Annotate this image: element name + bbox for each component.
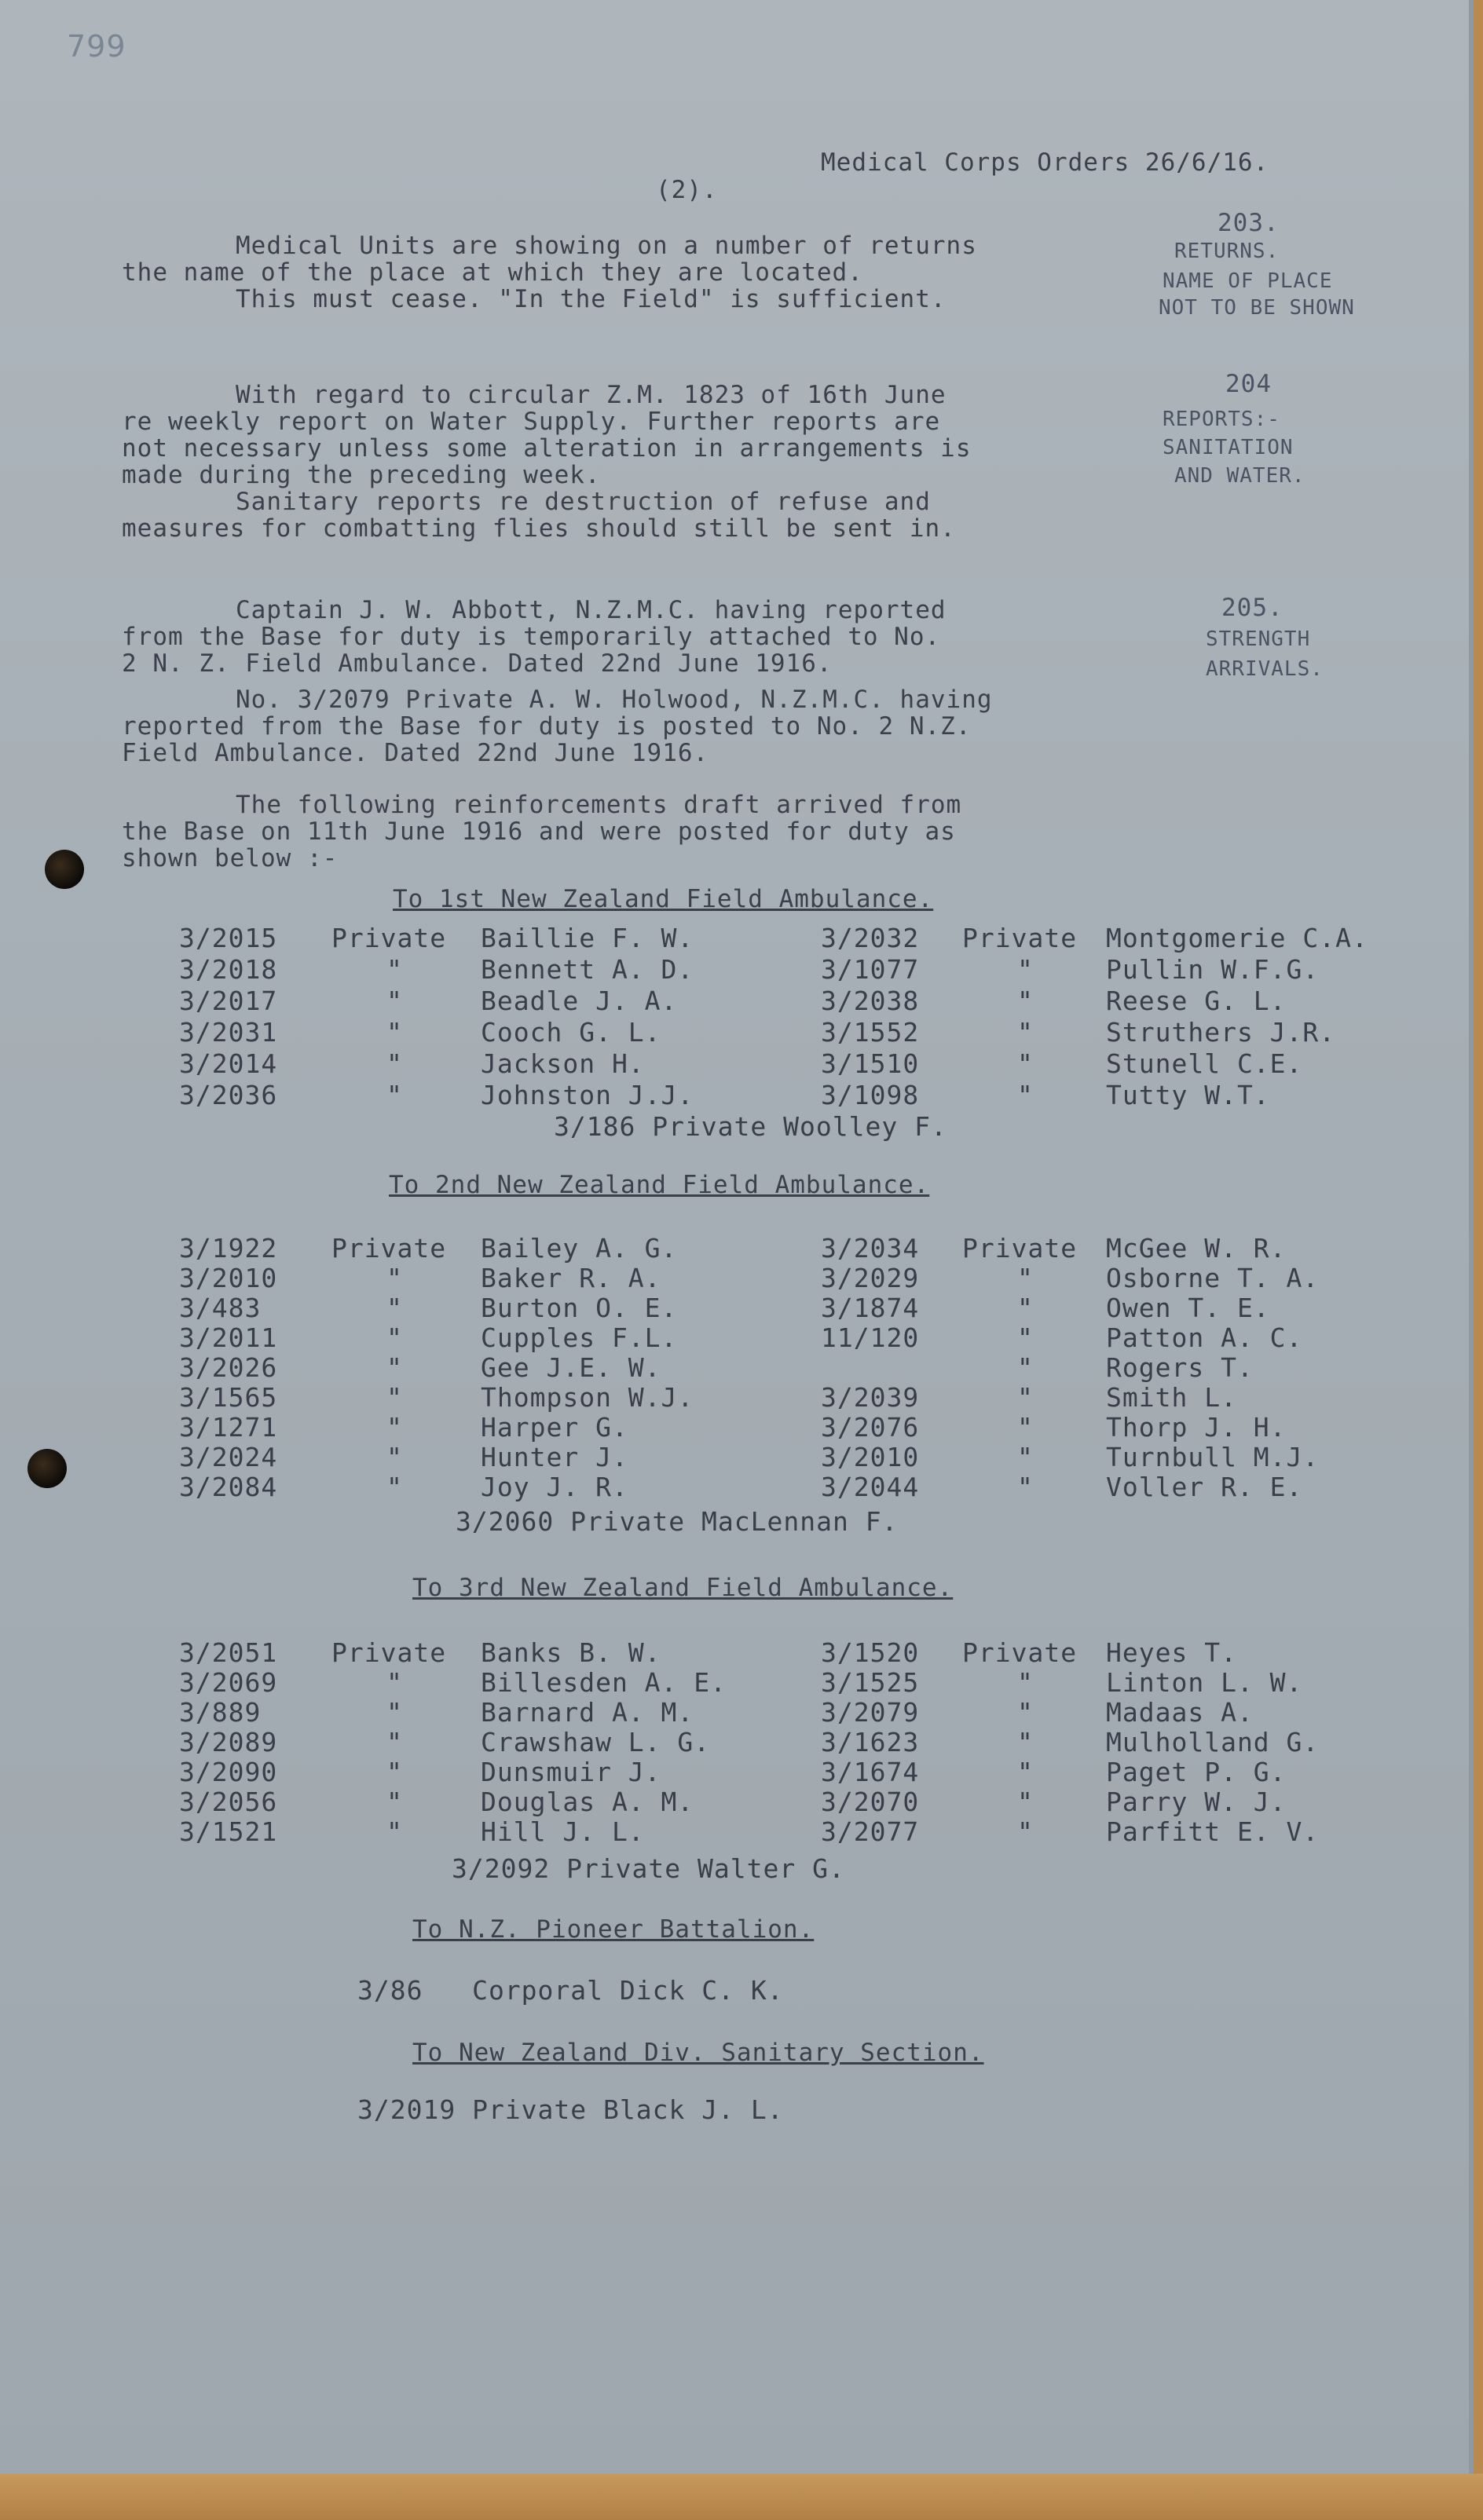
soldier-name: Madaas A.	[1106, 1697, 1254, 1728]
service-number: 3/2017	[179, 986, 278, 1016]
service-number: 3/2076	[821, 1412, 920, 1443]
service-number: 3/2014	[179, 1048, 278, 1079]
para-line: from the Base for duty is temporarily attached to No.	[122, 623, 941, 651]
soldier-name: Burton O. E.	[481, 1293, 678, 1323]
rank: "	[1017, 1412, 1034, 1443]
para-line: made during the preceding week.	[122, 461, 601, 489]
rank: "	[1017, 1293, 1034, 1323]
rank: Private	[962, 1233, 1078, 1264]
service-number: 3/2070	[821, 1787, 920, 1817]
para-line: shown below :-	[122, 844, 339, 872]
soldier-name: Johnston J.J.	[481, 1080, 694, 1110]
service-number: 3/889	[179, 1697, 262, 1728]
soldier-name: Crawshaw L. G.	[481, 1727, 711, 1757]
service-number: 3/2039	[821, 1382, 920, 1413]
soldier-name: Stunell C.E.	[1106, 1048, 1303, 1079]
soldier-name: Rogers T.	[1106, 1352, 1254, 1383]
section-heading: To N.Z. Pioneer Battalion.	[412, 1915, 815, 1944]
soldier-name: Baillie F. W.	[481, 923, 694, 953]
service-number: 3/1098	[821, 1080, 920, 1110]
service-number: 3/2069	[179, 1667, 278, 1698]
rank: "	[386, 1382, 403, 1413]
service-number: 3/2056	[179, 1787, 278, 1817]
roster-last-entry: 3/2060 Private MacLennan F.	[456, 1506, 899, 1537]
margin-title: NOT TO BE SHOWN	[1159, 296, 1355, 320]
para-line: 2 N. Z. Field Ambulance. Dated 22nd June 1916.	[122, 649, 833, 678]
service-number: 3/1623	[821, 1727, 920, 1757]
soldier-name: Baker R. A.	[481, 1263, 661, 1293]
soldier-name: Paget P. G.	[1106, 1757, 1287, 1787]
soldier-name: Parfitt E. V.	[1106, 1816, 1320, 1847]
soldier-name: Cooch G. L.	[481, 1017, 661, 1048]
margin-title: AND WATER.	[1174, 464, 1305, 488]
service-number: 3/2090	[179, 1757, 278, 1787]
service-number: 3/1922	[179, 1233, 278, 1264]
margin-title: REPORTS:-	[1163, 408, 1280, 431]
rank: "	[386, 1757, 403, 1787]
service-number: 3/1674	[821, 1757, 920, 1787]
rank: "	[386, 1697, 403, 1728]
soldier-name: McGee W. R.	[1106, 1233, 1287, 1264]
roster-entry: 3/86 Corporal Dick C. K.	[357, 1975, 784, 2006]
soldier-name: Douglas A. M.	[481, 1787, 694, 1817]
rank: "	[386, 1017, 403, 1048]
para-line: Captain J. W. Abbott, N.Z.M.C. having reported	[236, 596, 947, 624]
para-line: Sanitary reports re destruction of refuse and	[236, 488, 931, 516]
rank: "	[386, 986, 403, 1016]
soldier-name: Linton L. W.	[1106, 1667, 1303, 1698]
para-number: 205.	[1221, 594, 1283, 622]
page-title: Medical Corps Orders 26/6/16.	[821, 148, 1269, 177]
soldier-name: Osborne T. A.	[1106, 1263, 1320, 1293]
service-number: 3/2051	[179, 1637, 278, 1668]
rank: "	[1017, 1816, 1034, 1847]
punch-hole-icon	[45, 850, 84, 889]
para-line: Medical Units are showing on a number of returns	[236, 232, 977, 260]
margin-title: SANITATION	[1163, 436, 1294, 459]
rank: "	[386, 954, 403, 985]
soldier-name: Owen T. E.	[1106, 1293, 1270, 1323]
soldier-name: Cupples F.L.	[481, 1322, 678, 1353]
section-heading: To 1st New Zealand Field Ambulance.	[393, 885, 934, 913]
service-number: 3/1552	[821, 1017, 920, 1048]
rank: Private	[962, 1637, 1078, 1668]
rank: "	[386, 1293, 403, 1323]
rank: "	[386, 1412, 403, 1443]
soldier-name: Heyes T.	[1106, 1637, 1237, 1668]
soldier-name: Bennett A. D.	[481, 954, 694, 985]
rank: "	[386, 1263, 403, 1293]
service-number: 3/1271	[179, 1412, 278, 1443]
service-number: 3/483	[179, 1293, 262, 1323]
para-number: 203.	[1218, 209, 1280, 237]
para-line: the name of the place at which they are located.	[122, 258, 863, 287]
soldier-name: Barnard A. M.	[481, 1697, 694, 1728]
para-line: not necessary unless some alteration in arrangements is	[122, 434, 972, 463]
para-line: reported from the Base for duty is posted to No. 2 N.Z.	[122, 712, 972, 741]
rank: "	[386, 1787, 403, 1817]
section-heading: To 3rd New Zealand Field Ambulance.	[412, 1574, 954, 1602]
para-line: With regard to circular Z.M. 1823 of 16th June	[236, 381, 947, 409]
soldier-name: Struthers J.R.	[1106, 1017, 1336, 1048]
rank: Private	[331, 1637, 447, 1668]
rank: "	[1017, 954, 1034, 985]
service-number: 3/2026	[179, 1352, 278, 1383]
service-number: 3/2010	[179, 1263, 278, 1293]
soldier-name: Tutty W.T.	[1106, 1080, 1270, 1110]
service-number: 3/2079	[821, 1697, 920, 1728]
rank: "	[1017, 1667, 1034, 1698]
para-line: Field Ambulance. Dated 22nd June 1916.	[122, 739, 709, 767]
rank: "	[1017, 1263, 1034, 1293]
roster-entry: 3/2019 Private Black J. L.	[357, 2094, 784, 2125]
rank: "	[1017, 1727, 1034, 1757]
service-number: 3/2010	[821, 1442, 920, 1472]
para-line: the Base on 11th June 1916 and were posted for duty as	[122, 817, 956, 846]
rank: "	[386, 1472, 403, 1502]
rank: Private	[331, 923, 447, 953]
rank: "	[386, 1322, 403, 1353]
rank: "	[1017, 1048, 1034, 1079]
service-number: 3/2024	[179, 1442, 278, 1472]
rank: "	[1017, 1352, 1034, 1383]
service-number: 3/1510	[821, 1048, 920, 1079]
soldier-name: Patton A. C.	[1106, 1322, 1303, 1353]
soldier-name: Thorp J. H.	[1106, 1412, 1287, 1443]
roster-last-entry: 3/2092 Private Walter G.	[452, 1853, 845, 1884]
roster-last-entry: 3/186 Private Woolley F.	[554, 1111, 947, 1142]
rank: "	[386, 1048, 403, 1079]
para-line: No. 3/2079 Private A. W. Holwood, N.Z.M.C. having	[236, 686, 993, 714]
rank: "	[1017, 1787, 1034, 1817]
service-number: 3/2011	[179, 1322, 278, 1353]
soldier-name: Reese G. L.	[1106, 986, 1287, 1016]
service-number: 3/1521	[179, 1816, 278, 1847]
rank: "	[386, 1816, 403, 1847]
service-number: 3/2089	[179, 1727, 278, 1757]
soldier-name: Montgomerie C.A.	[1106, 923, 1368, 953]
service-number: 3/1525	[821, 1667, 920, 1698]
rank: "	[1017, 1442, 1034, 1472]
rank: "	[1017, 1757, 1034, 1787]
service-number: 3/2034	[821, 1233, 920, 1264]
para-number: 204	[1225, 370, 1272, 398]
rank: "	[1017, 1382, 1034, 1413]
rank: "	[386, 1667, 403, 1698]
soldier-name: Turnbull M.J.	[1106, 1442, 1320, 1472]
margin-title: RETURNS.	[1174, 240, 1280, 263]
rank: "	[386, 1442, 403, 1472]
soldier-name: Pullin W.F.G.	[1106, 954, 1320, 985]
service-number: 3/2031	[179, 1017, 278, 1048]
service-number: 3/2038	[821, 986, 920, 1016]
soldier-name: Thompson W.J.	[481, 1382, 694, 1413]
rank: "	[386, 1727, 403, 1757]
para-line: measures for combatting flies should still be sent in.	[122, 514, 956, 543]
soldier-name: Hill J. L.	[481, 1816, 645, 1847]
soldier-name: Bailey A. G.	[481, 1233, 678, 1264]
soldier-name: Gee J.E. W.	[481, 1352, 661, 1383]
service-number: 3/1874	[821, 1293, 920, 1323]
soldier-name: Dunsmuir J.	[481, 1757, 661, 1787]
soldier-name: Beadle J. A.	[481, 986, 678, 1016]
rank: Private	[331, 1233, 447, 1264]
wooden-table-edge	[0, 2474, 1483, 2520]
soldier-name: Banks B. W.	[481, 1637, 661, 1668]
para-line: This must cease. "In the Field" is sufficient.	[236, 285, 947, 313]
margin-title: NAME OF PLACE	[1163, 269, 1333, 293]
soldier-name: Hunter J.	[481, 1442, 628, 1472]
punch-hole-icon	[27, 1449, 67, 1488]
rank: "	[1017, 986, 1034, 1016]
service-number: 3/1520	[821, 1637, 920, 1668]
soldier-name: Smith L.	[1106, 1382, 1237, 1413]
rank: "	[386, 1352, 403, 1383]
service-number: 3/2036	[179, 1080, 278, 1110]
service-number: 3/2044	[821, 1472, 920, 1502]
rank: "	[1017, 1017, 1034, 1048]
soldier-name: Joy J. R.	[481, 1472, 628, 1502]
soldier-name: Parry W. J.	[1106, 1787, 1287, 1817]
rank: "	[1017, 1697, 1034, 1728]
section-heading: To New Zealand Div. Sanitary Section.	[412, 2039, 984, 2067]
soldier-name: Voller R. E.	[1106, 1472, 1303, 1502]
page-marker: (2).	[656, 176, 718, 204]
rank: "	[1017, 1080, 1034, 1110]
margin-title: STRENGTH	[1206, 627, 1311, 651]
service-number: 3/2015	[179, 923, 278, 953]
rank: "	[1017, 1322, 1034, 1353]
para-line: re weekly report on Water Supply. Further reports are	[122, 408, 941, 436]
pencil-mark: 799	[67, 29, 126, 64]
margin-title: ARRIVALS.	[1206, 657, 1324, 681]
para-line: The following reinforcements draft arrived from	[236, 791, 962, 819]
service-number: 3/2029	[821, 1263, 920, 1293]
service-number: 3/2032	[821, 923, 920, 953]
soldier-name: Billesden A. E.	[481, 1667, 727, 1698]
service-number: 3/1077	[821, 954, 920, 985]
soldier-name: Mulholland G.	[1106, 1727, 1320, 1757]
soldier-name: Harper G.	[481, 1412, 628, 1443]
service-number: 11/120	[821, 1322, 920, 1353]
section-heading: To 2nd New Zealand Field Ambulance.	[389, 1171, 930, 1199]
service-number: 3/2084	[179, 1472, 278, 1502]
rank: "	[386, 1080, 403, 1110]
service-number: 3/2077	[821, 1816, 920, 1847]
soldier-name: Jackson H.	[481, 1048, 645, 1079]
service-number: 3/2018	[179, 954, 278, 985]
rank: "	[1017, 1472, 1034, 1502]
rank: Private	[962, 923, 1078, 953]
service-number: 3/1565	[179, 1382, 278, 1413]
